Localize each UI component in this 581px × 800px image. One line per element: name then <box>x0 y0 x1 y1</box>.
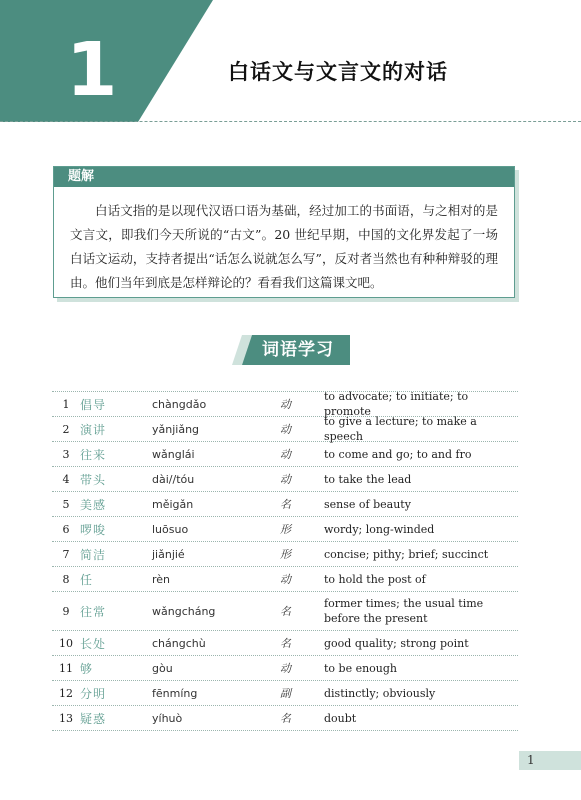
vocab-number: 9 <box>62 604 70 618</box>
lesson-number: 1 <box>66 27 118 113</box>
vocab-part-of-speech: 动 <box>280 473 291 486</box>
vocab-definition: wordy; long-winded <box>324 522 435 536</box>
vocab-pinyin: rèn <box>152 572 171 586</box>
vocabulary-table <box>52 391 518 731</box>
vocab-word: 往来 <box>80 447 107 462</box>
vocab-word: 倡导 <box>80 397 107 412</box>
vocab-word: 疑惑 <box>80 711 107 726</box>
vocab-word: 带头 <box>80 472 107 487</box>
vocab-part-of-speech: 名 <box>280 498 291 511</box>
vocab-number: 4 <box>62 472 70 486</box>
vocab-pinyin: wǎngcháng <box>152 604 216 618</box>
vocab-pinyin: yǎnjiǎng <box>152 422 200 436</box>
vocab-definition: to hold the post of <box>324 572 426 586</box>
vocabulary-row <box>52 706 518 731</box>
vocabulary-row <box>52 592 518 631</box>
vocabulary-row <box>52 631 518 656</box>
vocab-word: 啰唆 <box>80 522 107 537</box>
vocab-part-of-speech: 动 <box>280 423 291 436</box>
vocab-word: 分明 <box>80 686 107 701</box>
vocabulary-row <box>52 517 518 542</box>
vocab-pinyin: gòu <box>152 661 173 675</box>
vocab-number: 13 <box>59 711 73 725</box>
vocab-word: 长处 <box>80 636 107 651</box>
lesson-header-band <box>0 0 581 122</box>
vocab-pinyin: luōsuo <box>152 522 189 536</box>
vocab-word: 演讲 <box>80 422 107 437</box>
vocabulary-row <box>52 492 518 517</box>
vocab-number: 3 <box>62 447 70 461</box>
vocab-pinyin: jiǎnjié <box>152 547 185 561</box>
vocabulary-row <box>52 417 518 442</box>
vocabulary-section-title: 词语学习 <box>262 340 334 360</box>
vocab-definition: distinctly; obviously <box>324 686 436 700</box>
vocab-definition: to come and go; to and fro <box>324 447 472 461</box>
vocabulary-row <box>52 567 518 592</box>
vocab-part-of-speech: 动 <box>280 448 291 461</box>
vocab-pinyin: yíhuò <box>152 711 183 725</box>
vocab-pinyin: fēnmíng <box>152 686 198 700</box>
vocab-definition: former times; the usual time before the present <box>324 597 484 625</box>
vocab-number: 11 <box>59 661 73 675</box>
vocab-part-of-speech: 动 <box>280 398 291 411</box>
vocab-pinyin: wǎnglái <box>152 447 195 461</box>
vocab-number: 8 <box>62 572 70 586</box>
vocab-number: 5 <box>62 497 70 511</box>
vocab-part-of-speech: 动 <box>280 573 291 586</box>
vocab-definition: to give a lecture; to make a speech <box>324 415 477 443</box>
vocabulary-row <box>52 542 518 567</box>
vocab-number: 2 <box>62 422 70 436</box>
vocab-part-of-speech: 副 <box>280 687 291 700</box>
page-number: 1 <box>519 751 581 770</box>
vocab-definition: sense of beauty <box>324 497 411 511</box>
vocabulary-section-banner <box>232 335 350 365</box>
vocab-part-of-speech: 形 <box>280 523 291 536</box>
vocab-pinyin: dài//tóu <box>152 472 195 486</box>
vocab-number: 6 <box>62 522 70 536</box>
vocab-definition: to take the lead <box>324 472 412 486</box>
vocab-definition: to be enough <box>324 661 398 675</box>
topic-explanation-text: 白话文指的是以现代汉语口语为基础，经过加工的书面语，与之相对的是文言文，即我们今天所说的“古文”。20 世纪早期，中国的文化界发起了一场白话文运动，支持者提出“话怎么说就怎么写”，反对者当然也有种种辩驳的理由。他们当年到底是怎样辩论的？看看我们这篇课文吧。 <box>70 203 498 290</box>
vocab-word: 任 <box>80 572 94 587</box>
vocab-word: 往常 <box>80 604 107 619</box>
vocab-number: 10 <box>59 636 73 650</box>
vocabulary-row <box>52 681 518 706</box>
vocab-part-of-speech: 名 <box>280 605 291 618</box>
vocab-word: 美感 <box>80 497 107 512</box>
vocab-pinyin: chàngdǎo <box>152 397 207 411</box>
vocabulary-row <box>52 467 518 492</box>
topic-explanation-box <box>53 166 515 298</box>
vocab-definition: doubt <box>324 711 357 725</box>
header-divider <box>0 121 581 122</box>
vocab-definition: good quality; strong point <box>324 636 469 650</box>
vocab-definition: to advocate; to initiate; to promote <box>324 390 469 418</box>
vocab-part-of-speech: 动 <box>280 662 291 675</box>
vocab-definition: concise; pithy; brief; succinct <box>324 547 489 561</box>
vocab-word: 够 <box>80 661 94 676</box>
vocabulary-row <box>52 442 518 467</box>
vocab-word: 简洁 <box>80 547 107 562</box>
vocab-part-of-speech: 名 <box>280 637 291 650</box>
vocab-number: 7 <box>62 547 70 561</box>
vocab-part-of-speech: 形 <box>280 548 291 561</box>
vocab-number: 1 <box>62 397 70 411</box>
vocab-number: 12 <box>59 686 73 700</box>
topic-explanation-heading: 题解 <box>54 167 514 187</box>
vocab-pinyin: chángchù <box>152 636 206 650</box>
vocab-part-of-speech: 名 <box>280 712 291 725</box>
lesson-title: 白话文与文言文的对话 <box>228 59 448 84</box>
vocab-pinyin: měigǎn <box>152 497 194 511</box>
vocabulary-row <box>52 656 518 681</box>
